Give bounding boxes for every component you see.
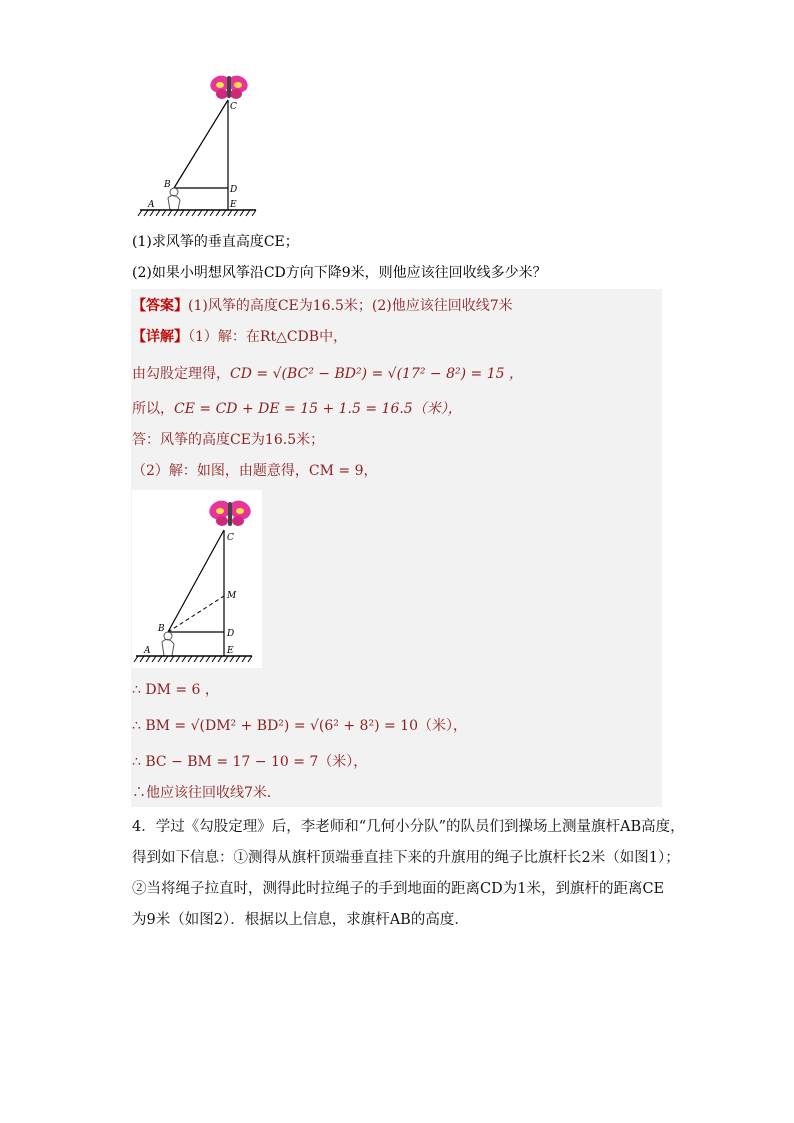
label-b: B — [158, 624, 165, 634]
problem-4-line-1: 4．学过《勾股定理》后，李老师和“几何小分队”的队员们到操场上测量旗杆AB高度， — [132, 819, 685, 835]
label-c: C — [230, 102, 237, 112]
label-e: E — [230, 200, 237, 210]
label-c: C — [227, 533, 234, 543]
kite-figure-1 — [134, 70, 264, 218]
problem-4-line-2: 得到如下信息：①测得从旗杆顶端垂直挂下来的升旗用的绳子比旗杆长2米（如图1）； — [132, 850, 680, 866]
label-b: B — [164, 180, 171, 190]
solution-line-2-math: CE = CD + DE = 15 + 1.5 = 16.5（米）， — [174, 401, 462, 417]
solution-line-8: ∴他应该往回收线7米． — [132, 785, 281, 801]
label-m: M — [227, 591, 237, 601]
question-2: (2)如果小明想风筝沿CD方向下降9米，则他应该往回收线多少米？ — [132, 265, 547, 281]
solution-line-2-prefix: 所以， — [132, 401, 174, 417]
label-e: E — [227, 646, 234, 656]
solution-line-1-prefix: 由勾股定理得， — [132, 366, 230, 382]
detail-tag: 【详解】 — [132, 329, 188, 345]
solution-line-1 — [132, 364, 523, 384]
solution-line-7: ∴ BC − BM = 17 − 10 = 7（米）， — [132, 754, 368, 770]
answer-text: (1)风筝的高度CE为16.5米；(2)他应该往回收线7米 — [188, 298, 513, 314]
problem-4-line-4: 为9米（如图2）．根据以上信息，求旗杆AB的高度． — [132, 912, 469, 928]
solution-line-3: 答：风筝的高度CE为16.5米； — [132, 432, 325, 448]
solution-line-4: （2）解：如图，由题意得，CM = 9， — [132, 463, 378, 479]
label-d: D — [227, 629, 235, 639]
solution-line-1-math: CD = √(BC² − BD²) = √(17² − 8²) = 15 ， — [230, 366, 523, 382]
label-d: D — [230, 185, 238, 195]
solution-line-6: ∴ BM = √(DM² + BD²) = √(6² + 8²) = 10（米）， — [132, 718, 467, 734]
kite-figure-2 — [132, 490, 262, 668]
solution-line-2 — [132, 399, 462, 419]
question-1: (1)求风筝的垂直高度CE； — [132, 234, 299, 250]
label-a: A — [148, 200, 155, 210]
butterfly-kite-icon — [208, 73, 251, 99]
answer-tag: 【答案】 — [132, 298, 188, 314]
solution-line-5: ∴ DM = 6 ， — [132, 682, 219, 698]
kite-figure-2-container — [132, 490, 262, 668]
detail-text: （1）解：在Rt△CDB中， — [188, 329, 348, 345]
detail-line — [132, 327, 347, 347]
answer-line — [132, 296, 513, 316]
problem-4-line-3: ②当将绳子拉直时，测得此时拉绳子的手到地面的距离CD为1米，到旗杆的距离CE — [132, 881, 665, 897]
label-a: A — [144, 646, 151, 656]
butterfly-kite-icon — [206, 497, 254, 526]
